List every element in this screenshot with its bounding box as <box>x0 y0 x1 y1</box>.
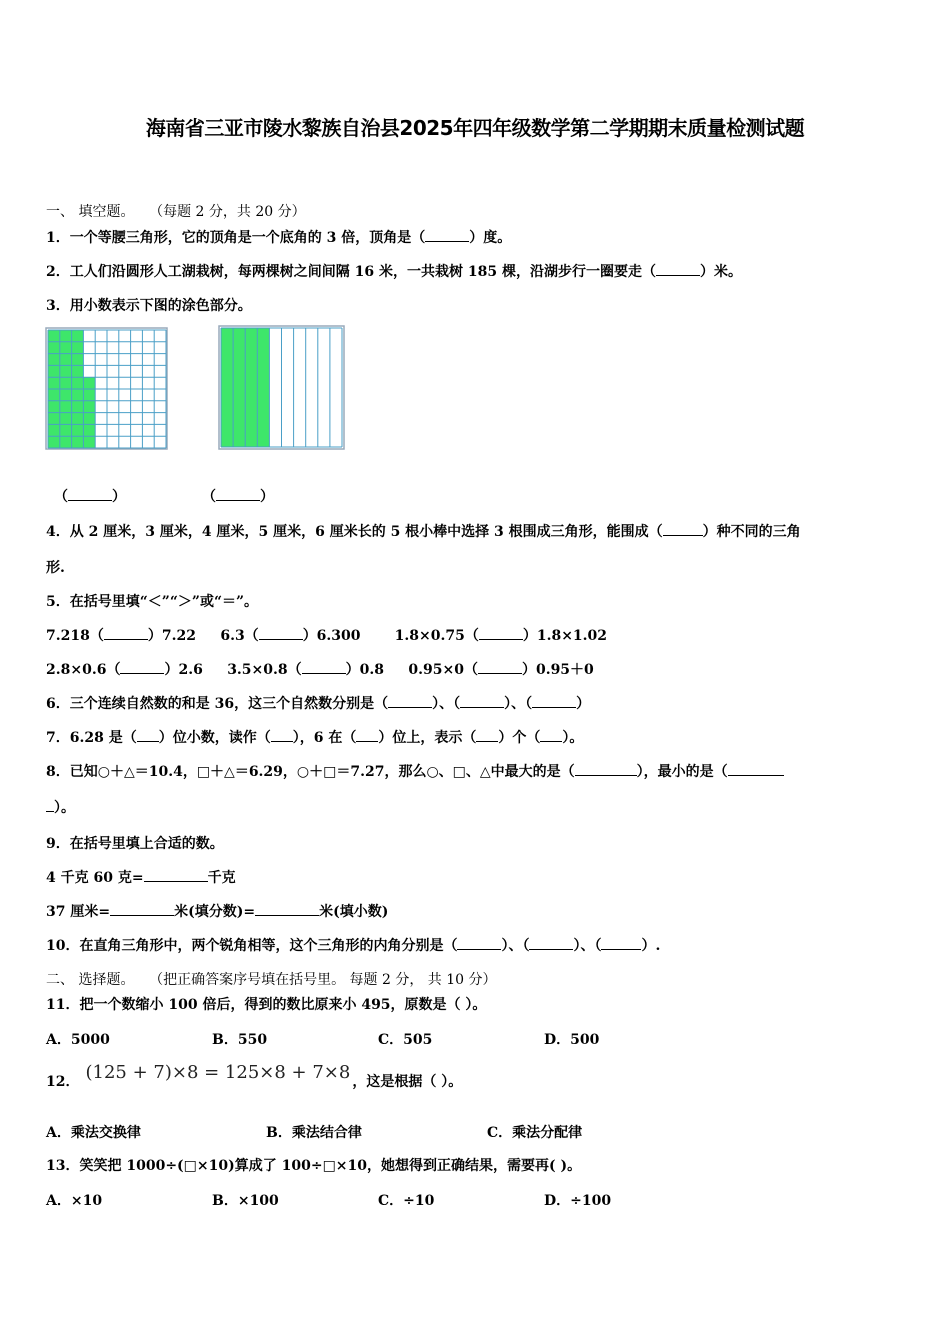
shaded-cell <box>83 389 95 401</box>
question-2: 2．工人们沿圆形人工湖栽树，每两棵树之间间隔 16 米，一共栽树 185 棵，沿湖步行一圈要走（ ）米。 <box>46 264 742 280</box>
section-1-note: （每题 2 分，共 20 分） <box>149 204 306 220</box>
answer-blank[interactable] <box>728 762 784 776</box>
section-1-header <box>46 202 306 222</box>
shaded-cell <box>72 389 84 401</box>
hundred-grid-figure <box>45 327 169 455</box>
question-9-line-2: 37 厘米= 米(填分数)= 米(填小数) <box>46 904 389 920</box>
shaded-strip <box>257 328 269 447</box>
q11-option-c[interactable]: C．505 <box>378 1032 433 1048</box>
q12-option-b[interactable]: B．乘法结合律 <box>266 1125 362 1141</box>
q13-option-b[interactable]: B．×100 <box>212 1193 279 1209</box>
shaded-cell <box>72 330 84 342</box>
answer-blank[interactable] <box>529 936 573 950</box>
shaded-cell <box>48 424 60 436</box>
shaded-cell <box>83 413 95 425</box>
answer-blank[interactable] <box>259 626 303 640</box>
shaded-cell <box>60 365 72 377</box>
answer-blank[interactable] <box>540 728 562 742</box>
answer-blank[interactable] <box>425 228 469 242</box>
shaded-cell <box>48 413 60 425</box>
shaded-cell <box>60 401 72 413</box>
shaded-cell <box>60 413 72 425</box>
shaded-cell <box>72 413 84 425</box>
answer-blank[interactable] <box>46 798 54 812</box>
q3-answer-right: （ ） <box>202 489 274 505</box>
shaded-cell <box>48 377 60 389</box>
shaded-cell <box>48 436 60 448</box>
question-8-cont: ）。 <box>46 798 75 818</box>
shaded-cell <box>48 401 60 413</box>
q11-option-a[interactable]: A．5000 <box>46 1032 110 1048</box>
shaded-cell <box>60 389 72 401</box>
answer-blank[interactable] <box>255 902 319 916</box>
q3-answer-left: （ ） <box>54 489 126 505</box>
answer-blank[interactable] <box>120 660 164 674</box>
question-5: 5．在括号里填“＜”“＞”或“＝”。 <box>46 594 259 610</box>
answer-blank[interactable] <box>532 694 576 708</box>
answer-blank[interactable] <box>137 728 159 742</box>
question-9-line-1: 4 千克 60 克= 千克 <box>46 870 236 886</box>
shaded-cell <box>72 342 84 354</box>
answer-blank[interactable] <box>388 694 432 708</box>
shaded-cell <box>48 354 60 366</box>
shaded-cell <box>83 401 95 413</box>
question-7: 7．6.28 是（ ）位小数，读作（ ），6 在（ ）位上，表示（ ）个（ ）。 <box>46 730 584 746</box>
answer-blank[interactable] <box>104 626 148 640</box>
question-1: 1．一个等腰三角形，它的顶角是一个底角的 3 倍，顶角是（ ）度。 <box>46 230 512 246</box>
answer-blank[interactable] <box>144 868 208 882</box>
answer-blank[interactable] <box>476 728 498 742</box>
question-9: 9．在括号里填上合适的数。 <box>46 836 224 852</box>
shaded-cell <box>83 436 95 448</box>
tenths-strip-svg <box>218 325 346 451</box>
shaded-cell <box>72 365 84 377</box>
question-8: 8．已知○＋△＝10.4，□＋△＝6.29，○＋□＝7.27，那么○、□、△中最大的是（ ），最小的是（ <box>46 762 784 782</box>
q12-option-a[interactable]: A．乘法交换律 <box>46 1125 141 1141</box>
shaded-cell <box>72 401 84 413</box>
shaded-cell <box>48 389 60 401</box>
shaded-cell <box>60 424 72 436</box>
shaded-cell <box>83 424 95 436</box>
shaded-strip <box>221 328 233 447</box>
answer-blank[interactable] <box>110 902 174 916</box>
question-5-row-2: 2.8×0.6（ ）2.6 3.5×0.8（ ）0.8 0.95×0（ ）0.95＋0 <box>46 662 594 678</box>
shaded-cell <box>48 330 60 342</box>
shaded-cell <box>83 377 95 389</box>
page-title: 海南省三亚市陵水黎族自治县2025年四年级数学第二学期期末质量检测试题 <box>145 116 805 140</box>
section-2-label: 二、 选择题。 <box>46 972 135 988</box>
answer-blank[interactable] <box>478 660 522 674</box>
shaded-cell <box>60 377 72 389</box>
shaded-cell <box>60 330 72 342</box>
q12-formula: (125 + 7)×8 = 125×8 + 7×8 <box>85 1062 351 1083</box>
question-4: 4．从 2 厘米，3 厘米，4 厘米，5 厘米，6 厘米长的 5 根小棒中选择 3 根围成三角形，能围成（ ）种不同的三角 <box>46 524 801 540</box>
q13-option-c[interactable]: C．÷10 <box>378 1193 435 1209</box>
section-2-note: （把正确答案序号填在括号里。 每题 2 分， 共 10 分） <box>149 972 497 988</box>
tenths-strip-figure <box>218 325 346 455</box>
question-13: 13．笑笑把 1000÷(□×10)算成了 100÷□×10，她想得到正确结果，需要再( )。 <box>46 1158 582 1174</box>
answer-blank[interactable] <box>302 660 346 674</box>
answer-blank[interactable] <box>479 626 523 640</box>
shaded-strip <box>245 328 257 447</box>
shaded-cell <box>60 436 72 448</box>
question-6: 6．三个连续自然数的和是 36，这三个自然数分别是（ ）、（ ）、（ ） <box>46 696 591 712</box>
section-1-label: 一、 填空题。 <box>46 204 135 220</box>
q13-option-a[interactable]: A．×10 <box>46 1193 103 1209</box>
question-3: 3．用小数表示下图的涂色部分。 <box>46 298 252 314</box>
shaded-cell <box>72 424 84 436</box>
answer-blank[interactable] <box>356 728 378 742</box>
answer-blank[interactable] <box>271 728 293 742</box>
question-4-cont: 形. <box>46 560 65 576</box>
q13-option-d[interactable]: D．÷100 <box>544 1193 612 1209</box>
answer-blank[interactable] <box>656 262 700 276</box>
question-10: 10．在直角三角形中，两个锐角相等，这个三角形的内角分别是（ ）、（ ）、（ ）. <box>46 938 661 954</box>
hundred-grid-svg <box>45 327 169 451</box>
section-2-header <box>46 970 497 990</box>
shaded-cell <box>72 436 84 448</box>
q12-option-c[interactable]: C．乘法分配律 <box>487 1125 583 1141</box>
shaded-cell <box>60 342 72 354</box>
answer-blank[interactable] <box>216 487 260 501</box>
shaded-cell <box>72 354 84 366</box>
answer-blank[interactable] <box>575 762 637 776</box>
q11-option-b[interactable]: B．550 <box>212 1032 268 1048</box>
answer-blank[interactable] <box>457 936 501 950</box>
q11-option-d[interactable]: D．500 <box>544 1032 600 1048</box>
shaded-strip <box>233 328 245 447</box>
shaded-cell <box>60 354 72 366</box>
answer-blank[interactable] <box>68 487 112 501</box>
question-5-row-1: 7.218（ ）7.22 6.3（ ）6.300 1.8×0.75（ ）1.8×1.02 <box>46 628 608 644</box>
shaded-cell <box>72 377 84 389</box>
question-12: 12． (125 + 7)×8 = 125×8 + 7×8 ，这是根据（ ）。 <box>46 1062 463 1090</box>
question-11: 11．把一个数缩小 100 倍后，得到的数比原来小 495，原数是（ ）。 <box>46 997 487 1013</box>
shaded-cell <box>48 342 60 354</box>
answer-blank[interactable] <box>663 522 703 536</box>
shaded-cell <box>48 365 60 377</box>
answer-blank[interactable] <box>460 694 504 708</box>
answer-blank[interactable] <box>601 936 641 950</box>
